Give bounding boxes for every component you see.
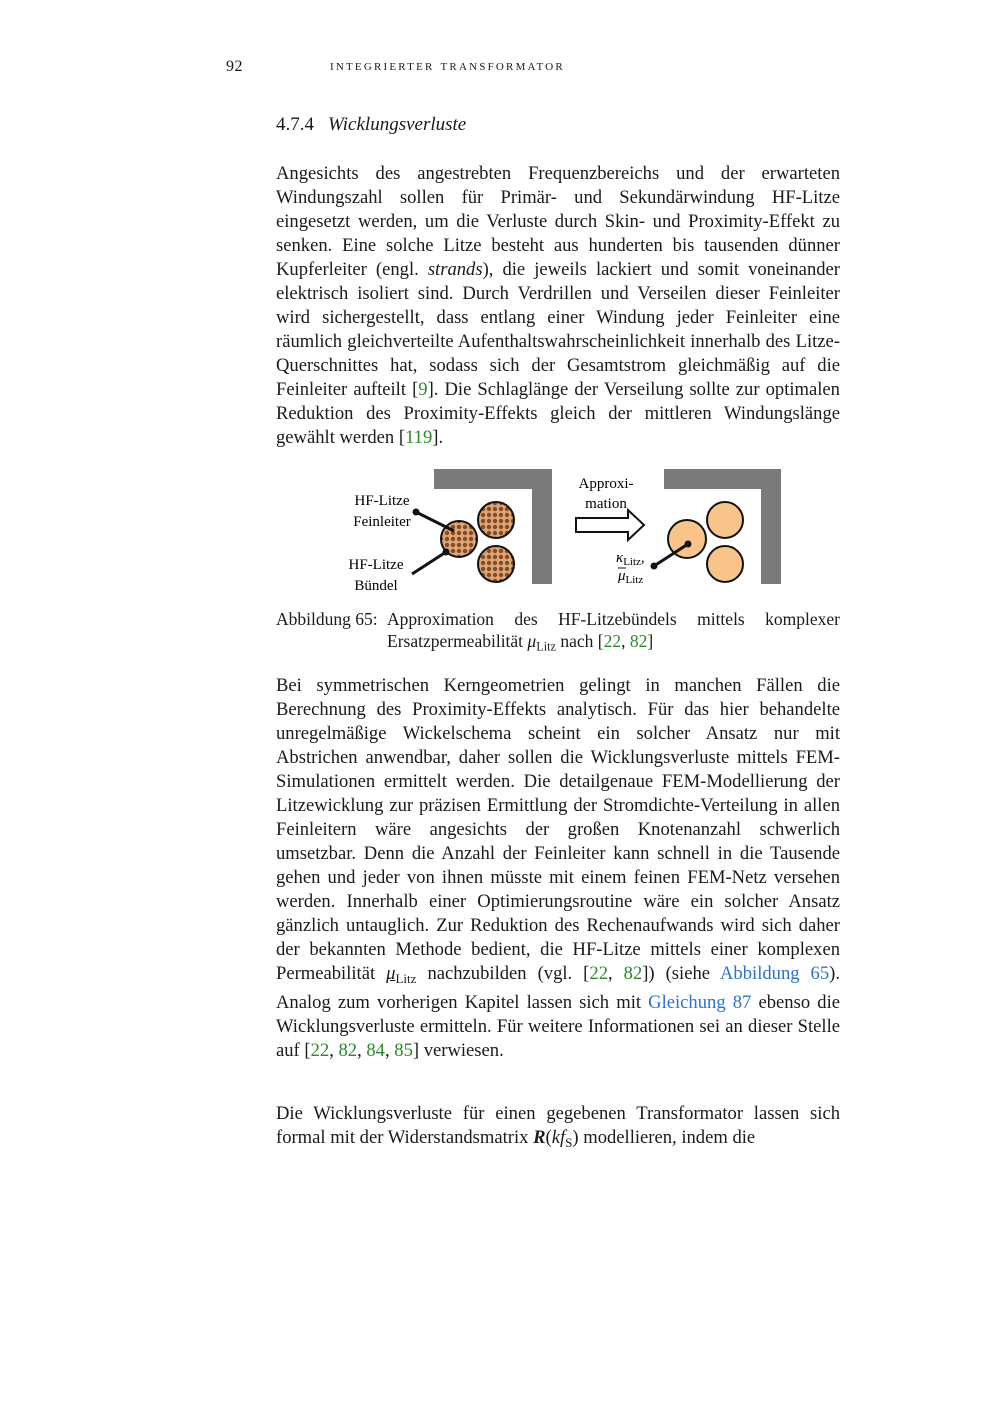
citation-link[interactable]: 84 [366, 1039, 385, 1061]
arrow-label-2: mation [585, 496, 627, 512]
label-feinleiter-2: Feinleiter [353, 514, 411, 530]
text: Approximation des HF-Litzebündels mittels komplexer Ersatzpermeabilität [387, 609, 840, 651]
mu-label: $\mu_{Litz}$ [618, 568, 644, 586]
text: ( [545, 1127, 552, 1148]
text: Angesichts des angestrebten Frequenzbereichs und der erwarteten Windungszahl sollen für Primär- und Sekundärwindung HF-Litze eingesetzt werden, um die Verluste durch Skin- und Proximity-Effekt zu senken. Eine solche Litze besteht aus hunderten bis tausenden dünner Kupferleiter (engl. [276, 163, 840, 280]
kappa-label: $\kappa_{Litz}$, [616, 550, 645, 568]
citation-link[interactable]: 85 [394, 1039, 413, 1061]
citation-link[interactable]: 82 [623, 963, 643, 984]
emphasis: strands [427, 259, 483, 280]
text: , [329, 1039, 339, 1061]
text: ) [572, 1127, 579, 1148]
text: ebenso die Wicklungsverluste ermitteln. Für weitere Informationen sei an dieser Stelle auf [ [276, 991, 840, 1061]
paragraph-3 [276, 1102, 840, 1155]
symbol: μ [386, 963, 396, 984]
symbol: kf [551, 1127, 566, 1148]
page-header [226, 58, 840, 80]
text: ]. [432, 427, 444, 448]
citation-link[interactable]: 119 [405, 427, 433, 448]
text: , [384, 1039, 395, 1061]
text: ). Analog zum vorherigen Kapitel lassen sich mit [276, 963, 840, 1013]
litz-bundle-2 [478, 502, 514, 538]
label-buendel-1: HF-Litze [348, 557, 404, 573]
figure-caption [276, 608, 840, 658]
equation-reference-link[interactable]: Gleichung 87 [648, 991, 752, 1013]
text: nach [ [555, 631, 604, 651]
citation-link[interactable]: 9 [418, 379, 428, 400]
citation-link[interactable]: 82 [338, 1039, 358, 1061]
citation-link[interactable]: 82 [629, 631, 648, 651]
symbol: R [533, 1127, 546, 1148]
page-number: 92 [226, 58, 243, 75]
label-feinleiter-1: HF-Litze [354, 493, 410, 509]
text: Bei symmetrischen Kerngeometrien gelingt in manchen Fällen die Berechnung des Proximity-Effekts analytisch. Für das hier behandelte unregelmäßige Wickelschema scheint ein solcher Ansatz nur mit Abstrichen anwendbar, daher sollen die Wicklungsverluste mittels FEM-Simulationen ermittelt werden. Die detailgenaue FEM-Modellierung der Litzewicklung zur präzisen Ermittlung der Stromdichte-Verteilung in allen Feinleitern wäre angesichts der großen Knotenanzahl schwerlich umsetzbar. Denn die Anzahl der Feinleiter kann schnell in die Tausende gehen und jeder von ihnen müsste mit einem feinen FEM-Netz versehen werden. Innerhalb einer Optimierungsroutine wäre ein solcher Ansatz gänzlich untauglich. Zur Reduktion des Rechenaufwands wird sich daher der bekannten Methode bedient, die HF-Litze mittels einer komplexen Permeabilität [276, 675, 840, 984]
text: , [357, 1039, 367, 1061]
section-heading [276, 114, 466, 136]
subscript: Litz [395, 970, 417, 986]
approx-conductor-3 [707, 546, 743, 582]
subscript: Litz [536, 639, 556, 654]
approximation-arrow [576, 510, 644, 540]
figure-litz-approximation [276, 464, 840, 600]
caption-text [387, 608, 840, 658]
symbol: μ [527, 631, 537, 651]
section-title: Wicklungsverluste [328, 114, 467, 135]
text: Die Wicklungsverluste für einen gegebenen Transformator lassen sich formal mit der Widerstandsmatrix [276, 1103, 840, 1148]
figure-reference-link[interactable]: Abbildung 65 [720, 963, 830, 984]
text: modellieren, indem die [578, 1127, 756, 1148]
subscript: S [565, 1134, 573, 1150]
text: ] verwiesen. [412, 1039, 504, 1061]
citation-link[interactable]: 22 [310, 1039, 330, 1061]
label-buendel-2: Bündel [354, 578, 398, 594]
section-number: 4.7.4 [276, 114, 314, 135]
text: , [621, 631, 630, 651]
text: , [607, 963, 624, 984]
text: nachzubilden (vgl. [ [416, 963, 590, 984]
citation-link[interactable]: 22 [603, 631, 622, 651]
caption-label: Abbildung 65: [276, 609, 378, 629]
text: ), die jeweils lackiert und somit voneinander elektrisch isoliert sind. Durch Verdrillen und Verseilen dieser Feinleiter wird sichergestellt, dass entlang einer Windung jeder Feinleiter eine räumlich gleichverteilte Aufenthaltswahrscheinlichkeit innerhalb des Litze-Querschnittes hat, sodass sich der Gesamtstrom gleichmäßig auf die Feinleiter aufteilt [ [276, 259, 840, 400]
text: ]) (siehe [642, 963, 720, 984]
running-title: integrierter transformator [330, 58, 565, 74]
paragraph-1 [276, 162, 840, 450]
arrow-label-1: Approxi- [578, 476, 634, 492]
paragraph-2 [276, 674, 840, 1063]
litz-bundle-3 [478, 546, 514, 582]
text: ] [647, 631, 654, 651]
text: ]. Die Schlaglänge der Verseilung sollte zur optimalen Reduktion des Proximity-Effekts gleich der mittleren Windungslänge gewählt werden [ [276, 379, 840, 448]
citation-link[interactable]: 22 [589, 963, 608, 984]
approx-conductor-2 [707, 502, 743, 538]
